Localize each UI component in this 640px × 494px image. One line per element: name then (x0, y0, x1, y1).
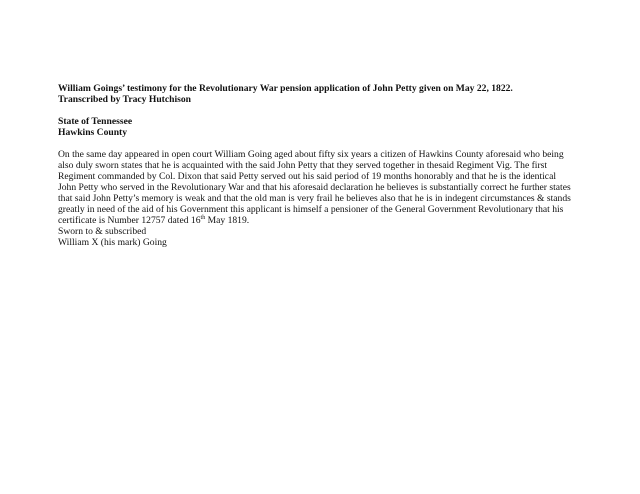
signature-line: William X (his mark) Going (58, 237, 167, 248)
transcriber-credit: Transcribed by Tracy Hutchison (58, 94, 191, 105)
ordinal-suffix: th (200, 214, 206, 221)
paragraph-line: On the same day appeared in open court William Going aged about fifty six years a citizen of Hawkins County aforesaid who being (58, 149, 564, 160)
testimony-paragraph (58, 149, 628, 226)
certificate-date: May 1819. (205, 215, 250, 226)
state-heading: State of Tennessee (58, 116, 133, 127)
paragraph-line: Regiment commanded by Col. Dixon that said Petty served out his said period of 19 months honorably and that he is the identical (58, 171, 556, 182)
paragraph-line (58, 215, 628, 226)
document-title: William Goings’ testimony for the Revolutionary War pension application of John Petty given on May 22, 1822. (58, 83, 513, 94)
sworn-line: Sworn to & subscribed (58, 226, 147, 237)
paragraph-line: greatly in need of the aid of his Government this applicant is himself a pensioner of the General Government Revolutionary that his (58, 204, 564, 215)
paragraph-line: John Petty who served in the Revolutionary War and that his aforesaid declaration he believes is substantially correct he further states (58, 182, 571, 193)
paragraph-line: also duly sworn states that he is acquainted with the said John Petty that they served together in thesaid Regiment Vig. The first (58, 160, 548, 171)
certificate-text: certificate is Number 12757 dated 16 (58, 215, 201, 226)
document-page (58, 83, 628, 248)
paragraph-line: that said John Petty’s memory is weak and that the old man is very frail he believes also that he is in indegent circumstances & stands (58, 193, 571, 204)
county-heading: Hawkins County (58, 127, 128, 138)
